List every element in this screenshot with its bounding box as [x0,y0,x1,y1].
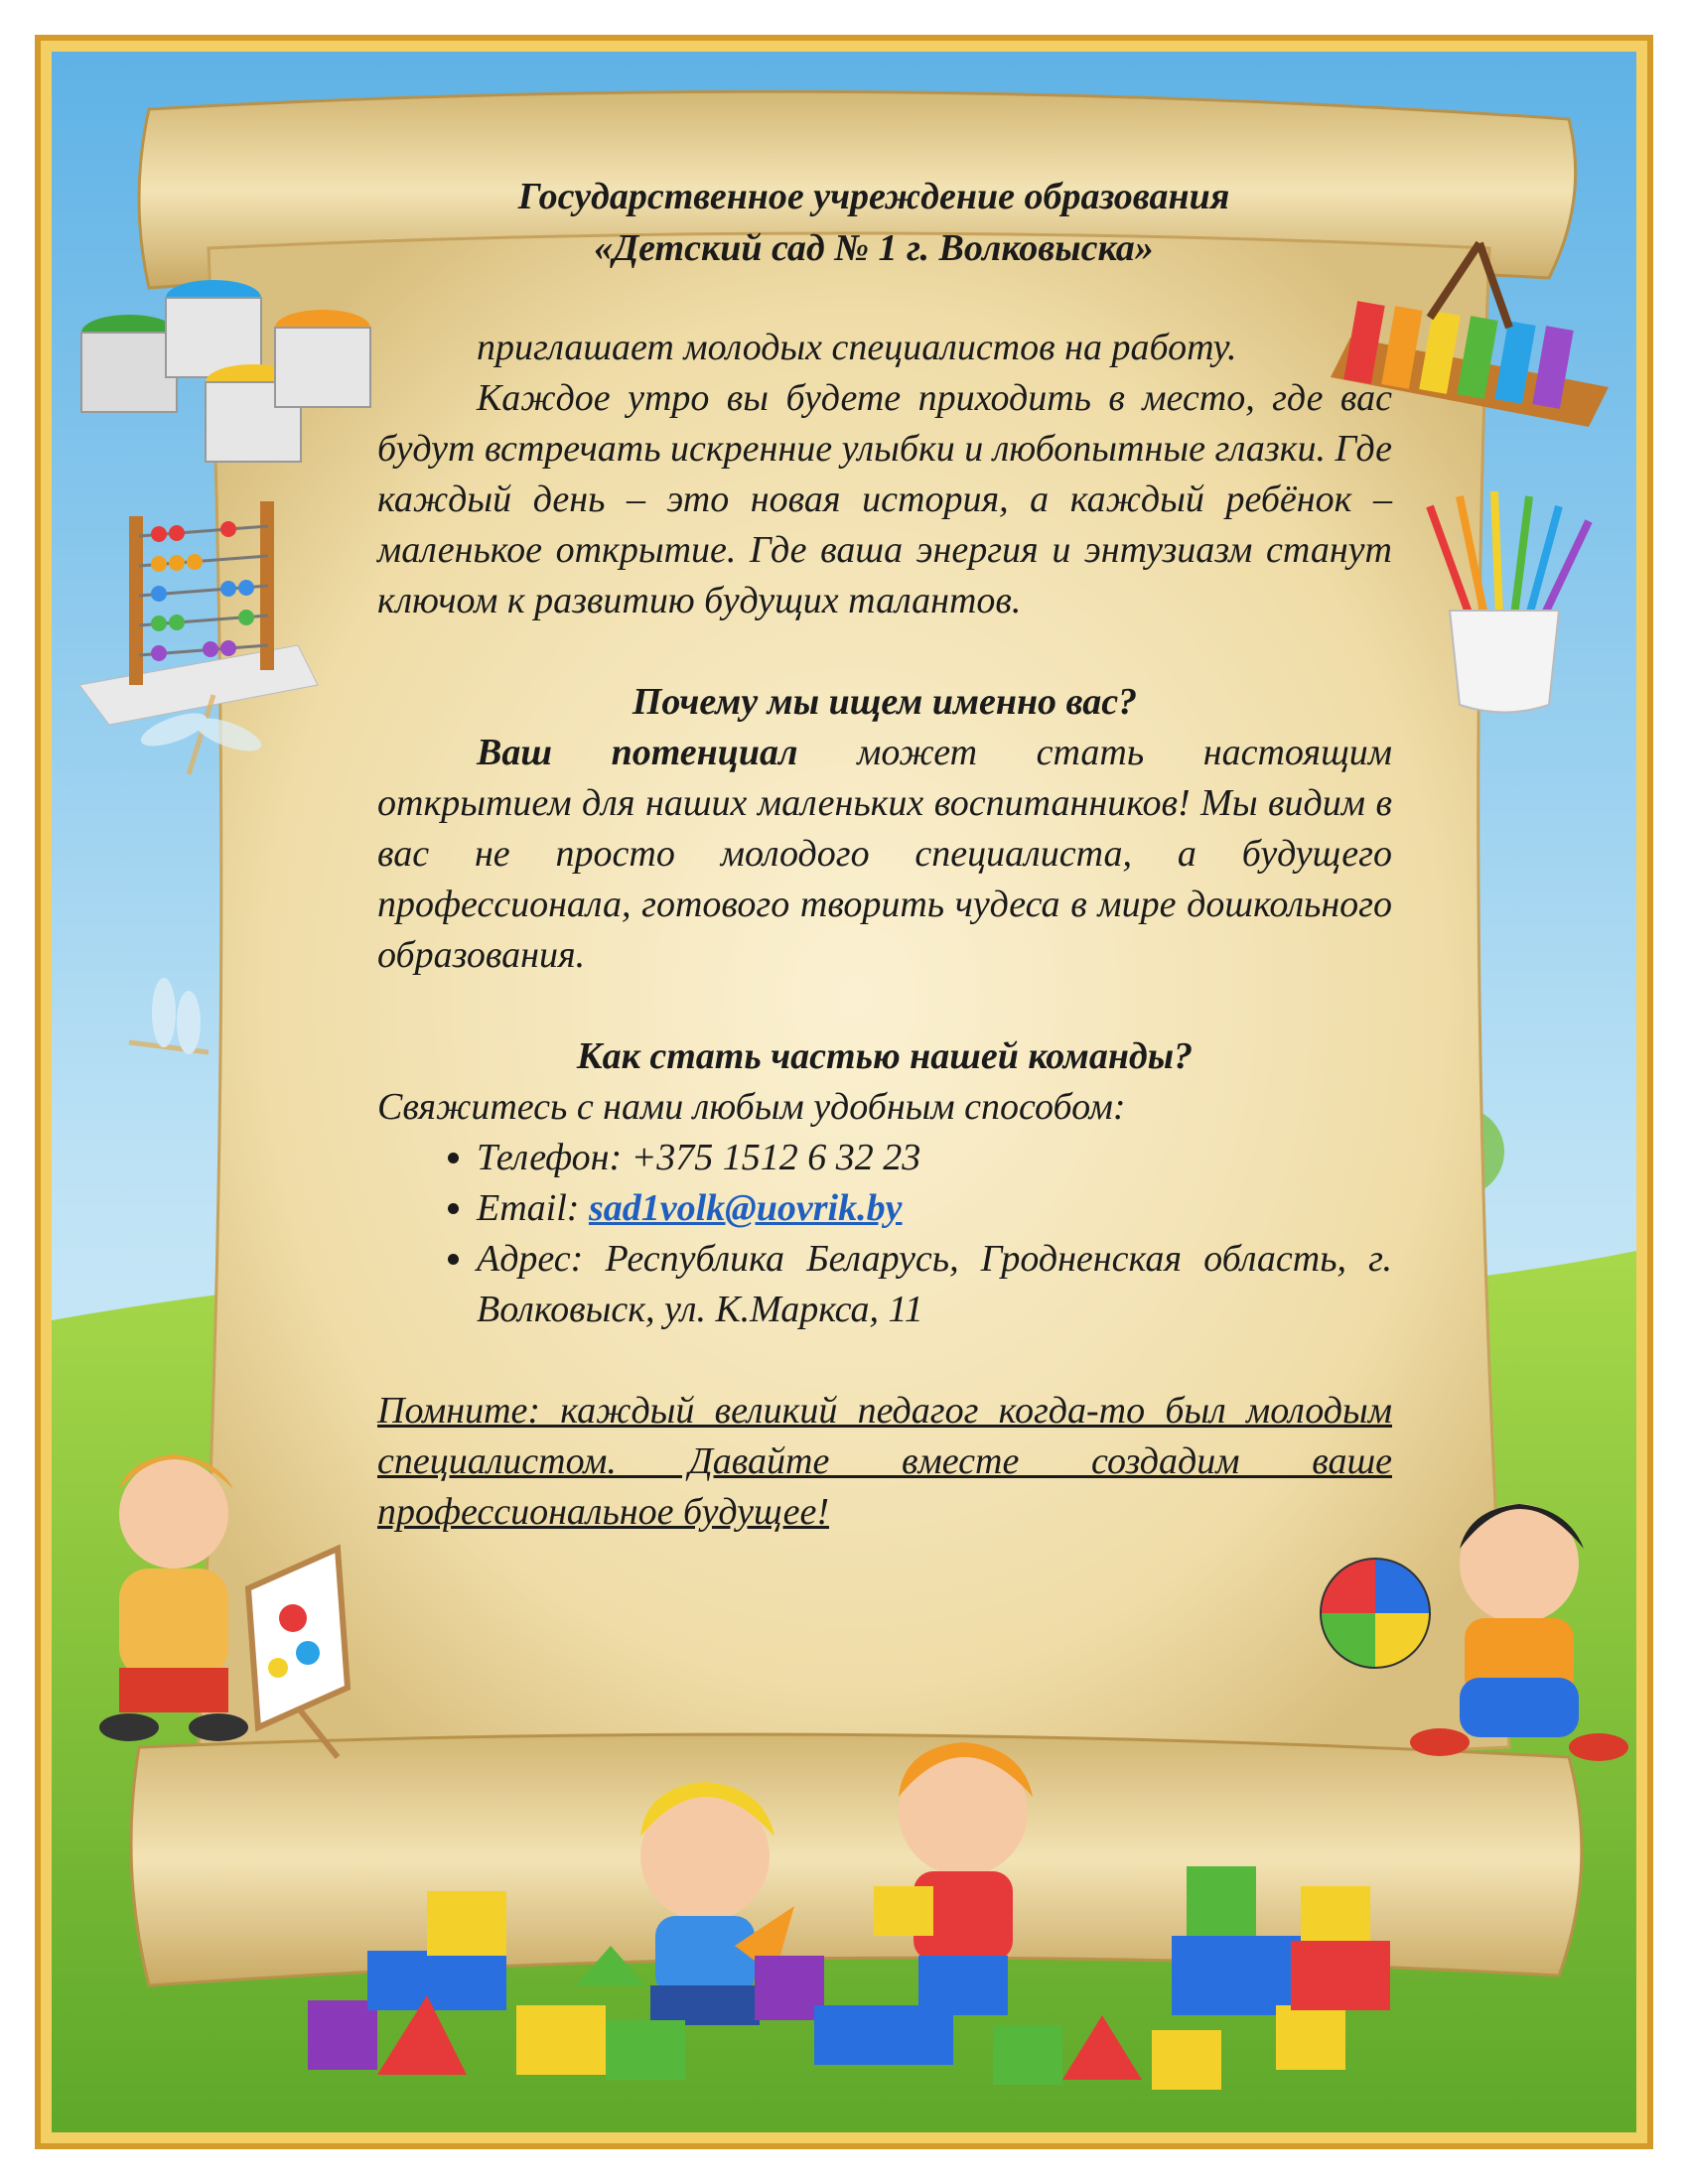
contact-list [377,1133,1392,1335]
spacer [377,1335,1392,1386]
why-text: может стать настоящим открытием для наших маленьких воспитанников! Мы видим в вас не просто молодого специалиста, а будущего профессионала, готового творить чудеса в мире дошкольного образования. [377,732,1392,976]
closing-message: Помните: каждый великий педагог когда-то был молодым специалистом. Давайте вместе создадим ваше профессиональное будущее! [377,1390,1392,1533]
invite-line: приглашает молодых специалистов на работу. [477,327,1237,368]
email-label: Email: [477,1187,589,1229]
contact-phone: • Телефон: +375 1512 6 32 23 [477,1133,1392,1183]
intro-paragraph: Каждое утро вы будете приходить в место, где вас будут встречать искренние улыбки и любопытные глазки. Где каждый день – это новая история, а каждый ребёнок – маленькое открытие. Где ваша энергия и энтузиазм станут ключом к развитию будущих талантов. [377,377,1392,621]
join-intro: Свяжитесь с нами любым удобным способом: [377,1086,1126,1128]
header [377,171,1370,274]
flyer-body [377,323,1392,1538]
email-link[interactable]: sad1volk@uovrik.by [588,1187,903,1229]
why-lead: Ваш потенциал [477,732,798,773]
institution-name: Государственное учреждение образования [517,176,1230,217]
spacer [377,626,1392,677]
contact-email [477,1183,1392,1234]
kindergarten-name: «Детский сад № 1 г. Волковыска» [594,227,1154,269]
spacer [377,981,1392,1031]
why-heading: Почему мы ищем именно вас? [632,681,1138,723]
contact-address: • Адрес: Республика Беларусь, Гродненская область, г. Волковыск, ул. К.Маркса, 11 [477,1234,1392,1335]
ball-icon [1321,1559,1430,1668]
why-paragraph [377,728,1392,981]
join-heading: Как стать частью нашей команды? [576,1035,1194,1077]
